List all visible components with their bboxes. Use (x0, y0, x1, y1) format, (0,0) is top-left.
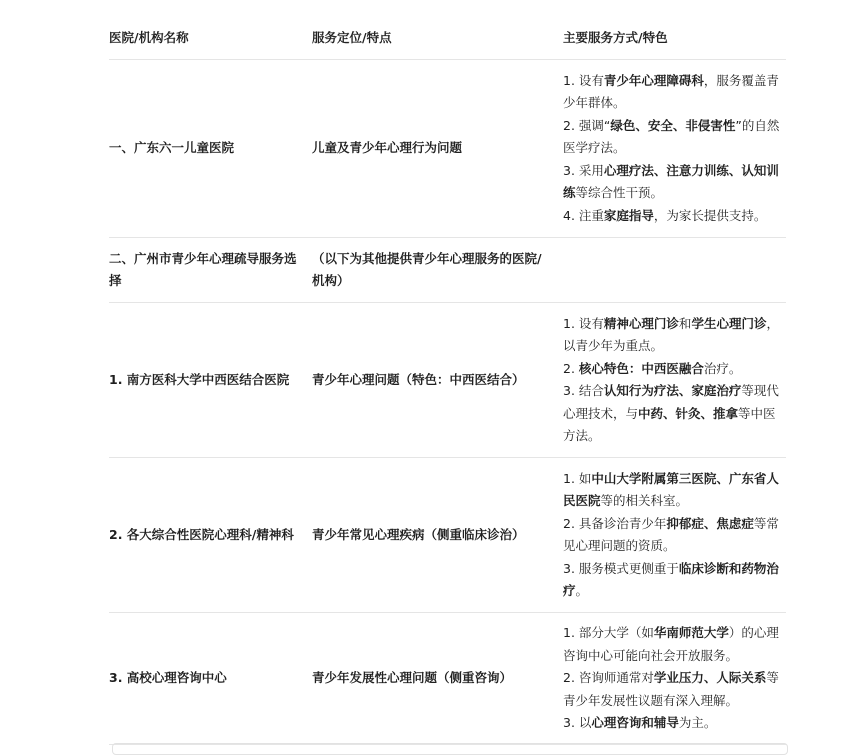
service-positioning: 青少年常见心理疾病（侧重临床诊治） (312, 526, 525, 542)
service-item (563, 712, 786, 735)
service-text: ，为家长提供支持。 (653, 207, 767, 223)
service-highlight: 精神心理门诊 (603, 315, 679, 331)
service-positioning: （以下为其他提供青少年心理服务的医院/机构） (312, 250, 542, 288)
service-item (563, 513, 786, 558)
next-content-block-edge (112, 743, 788, 755)
service-item (563, 468, 786, 513)
service-item (563, 313, 786, 358)
service-text: 等的相关科室。 (600, 493, 689, 508)
service-text: 3. 以 (563, 715, 592, 731)
service-text: 3. 采用 (563, 162, 604, 178)
institution-name: 一、广东六一儿童医院 (109, 140, 235, 156)
service-highlight: 家庭指导 (603, 207, 654, 223)
service-highlight: 认知行为疗法、家庭治疗 (603, 383, 742, 398)
service-text: 和 (678, 315, 692, 331)
service-highlight: 学生心理门诊 (691, 315, 767, 331)
service-text: 1. 如 (563, 470, 592, 486)
service-text: 治疗。 (703, 360, 742, 376)
service-text: 等现代心理技术，与 (563, 383, 779, 421)
service-highlight: 绿色、安全、非侵害性 (610, 117, 736, 133)
table-row (109, 303, 786, 458)
service-item (563, 70, 786, 115)
service-item (563, 380, 786, 448)
service-details (563, 262, 786, 278)
institution-name: 3. 高校心理咨询中心 (109, 670, 227, 686)
service-item (563, 622, 786, 667)
service-highlight: 核心特色：中西医融合 (578, 360, 704, 376)
header-name: 医院/机构名称 (109, 30, 189, 46)
institution-name: 二、广州市青少年心理疏导服务选择 (109, 250, 297, 288)
service-highlight: 中药、针灸、推拿 (638, 405, 739, 421)
service-item (563, 115, 786, 160)
service-positioning: 儿童及青少年心理行为问题 (312, 140, 463, 156)
service-text: 4. 注重 (563, 207, 604, 223)
service-text: 1. 部分大学（如 (563, 625, 654, 641)
service-item (563, 160, 786, 205)
service-item (563, 667, 786, 712)
service-text: 等综合性干预。 (575, 185, 664, 201)
service-text: 等青少年发展性议题有深入理解。 (563, 670, 779, 708)
service-details (563, 460, 786, 611)
service-text: 为主。 (678, 715, 717, 731)
service-text: 1. 设有 (563, 72, 604, 88)
service-text: 1. 设有 (563, 315, 604, 331)
header-positioning: 服务定位/特点 (312, 30, 392, 46)
service-highlight: 华南师范大学 (653, 625, 729, 641)
service-item (563, 358, 786, 381)
service-positioning: 青少年心理问题（特色：中西医结合） (312, 371, 525, 387)
institution-table (109, 18, 786, 745)
service-highlight: 心理咨询和辅导 (591, 715, 679, 731)
service-details (563, 305, 786, 456)
service-text: 等常见心理问题的资质。 (563, 515, 779, 553)
service-text: 3. 结合 (563, 383, 604, 398)
service-highlight: 临床诊断和药物治疗 (563, 560, 779, 598)
service-text: ，以青少年为重点。 (563, 315, 779, 353)
service-details (563, 62, 786, 236)
service-item (563, 558, 786, 603)
table-row (109, 613, 786, 745)
service-text: ）的心理咨询中心可能向社会开放服务。 (563, 625, 779, 663)
service-text: 等中医方法。 (563, 405, 776, 443)
service-details (563, 614, 786, 743)
institution-name: 2. 各大综合性医院心理科/精神科 (109, 526, 294, 542)
service-text: 2. 咨询师通常对 (563, 670, 654, 686)
service-highlight: 青少年心理障碍科 (603, 72, 704, 88)
header-services: 主要服务方式/特色 (563, 30, 668, 46)
service-positioning: 青少年发展性心理问题（侧重咨询） (312, 670, 513, 686)
table-header-row (109, 18, 786, 60)
service-text: 2. 强调“ (563, 117, 611, 133)
service-text: ，服务覆盖青少年群体。 (563, 72, 779, 111)
service-highlight: 学业压力、人际关系 (653, 670, 767, 686)
table-row (109, 458, 786, 613)
service-highlight: 中山大学附属第三医院、广东省人民医院 (563, 470, 779, 508)
service-text: ”的自然医学疗法。 (563, 117, 780, 156)
table-row (109, 60, 786, 238)
service-highlight: 心理疗法、注意力训练、认知训练 (563, 162, 779, 201)
institution-name: 1. 南方医科大学中西医结合医院 (109, 371, 290, 387)
service-text: 。 (575, 583, 589, 598)
service-item (563, 205, 786, 228)
service-highlight: 抑郁症、焦虑症 (666, 515, 754, 531)
service-text: 2. (563, 360, 579, 376)
service-text: 3. 服务模式更侧重于 (563, 560, 679, 576)
table-row (109, 238, 786, 303)
service-text: 2. 具备诊治青少年 (563, 515, 667, 531)
